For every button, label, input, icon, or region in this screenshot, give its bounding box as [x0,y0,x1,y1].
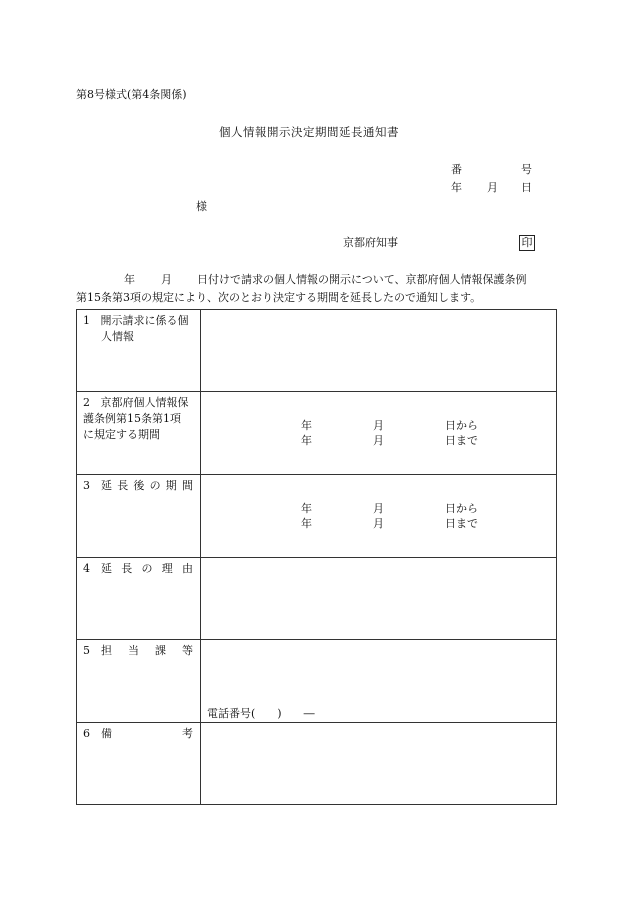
row3-from-year: 年 [301,502,312,515]
row4-label: 延 長 の 理 由 [101,562,193,575]
body-month: 月 [161,273,172,286]
row2-to-day: 日まで [445,434,478,447]
row3-number: 3 [83,479,90,492]
ban-label: 番 [451,163,462,176]
seal-mark: 印 [519,235,535,251]
body-year: 年 [124,273,135,286]
row3-from-day: 日から [445,502,478,515]
row1-value-cell[interactable] [201,310,557,392]
body-line-2: 第15条第3項の規定により、次のとおり決定する期間を延長したので通知します。 [76,291,482,304]
table-row [77,558,557,640]
row2-label-cell [77,392,201,475]
addressee-suffix: 様 [196,200,207,213]
row2-value-cell[interactable] [201,392,557,475]
table-row [77,640,557,723]
date-day-label: 日 [521,181,532,194]
row2-from-month: 月 [373,419,384,432]
row2-from-year: 年 [301,419,312,432]
gou-label: 号 [521,163,532,176]
table-row [77,392,557,475]
phone-number-label: 電話番号( ) ― [207,707,315,720]
form-number: 第8号様式(第4条関係) [76,88,187,101]
row4-label-cell [77,558,201,640]
table-row [77,310,557,392]
issuer-name: 京都府知事 [343,236,398,249]
row1-label-cell [77,310,201,392]
table-row [77,475,557,558]
row6-value-cell[interactable] [201,723,557,805]
row2-to-month: 月 [373,434,384,447]
row1-label-line2: 人情報 [101,330,134,343]
row5-label-cell [77,640,201,723]
date-year-label: 年 [451,181,462,194]
row2-label-line3: に規定する期間 [83,428,160,441]
row2-to-year: 年 [301,434,312,447]
row6-number: 6 [83,727,90,740]
row3-label-cell [77,475,201,558]
table-row [77,723,557,805]
row3-to-year: 年 [301,517,312,530]
row1-number: 1 [83,314,90,327]
row5-label: 担 当 課 等 [101,644,193,657]
row5-number: 5 [83,644,90,657]
row2-label-line2: 護条例第15条第1項 [83,412,181,425]
row2-number: 2 [83,396,90,409]
row3-from-month: 月 [373,502,384,515]
row6-label-cell [77,723,201,805]
row6-label: 備 考 [101,727,193,740]
row4-number: 4 [83,562,90,575]
row4-value-cell[interactable] [201,558,557,640]
row3-value-cell[interactable] [201,475,557,558]
row3-to-day: 日まで [445,517,478,530]
row2-label-line1: 京都府個人情報保 [100,396,189,409]
document-title: 個人情報開示決定期間延長通知書 [219,125,399,139]
row5-value-cell[interactable] [201,640,557,723]
body-line-1: 日付けで請求の個人情報の開示について、京都府個人情報保護条例 [197,273,527,286]
row1-label-line1: 開示請求に係る個 [100,314,189,327]
row3-label: 延 長 後 の 期 間 [101,479,193,492]
date-month-label: 月 [487,181,498,194]
row2-from-day: 日から [445,419,478,432]
notice-table [76,309,557,805]
row3-to-month: 月 [373,517,384,530]
